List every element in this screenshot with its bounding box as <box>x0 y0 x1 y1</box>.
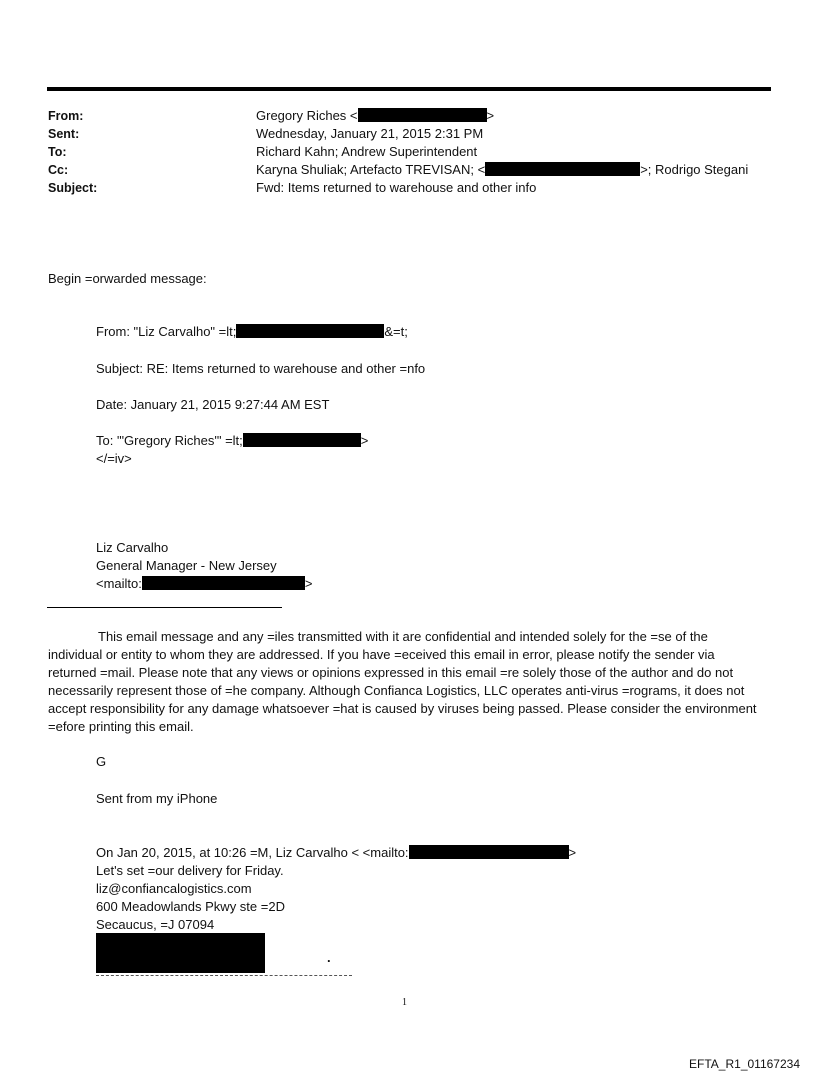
g-line: G <box>96 754 107 769</box>
from-label: From: <box>48 109 84 123</box>
address-line-1: 600 Meadowlands Pkwy ste =2D <box>96 899 285 914</box>
sig-mailto-tail: > <box>304 576 313 591</box>
subject-value: Fwd: Items returned to warehouse and other info <box>256 180 537 195</box>
redaction-bar <box>358 108 487 122</box>
cc-names: Karyna Shuliak; Artefacto TREVISAN; < <box>256 162 486 177</box>
from-value <box>256 108 494 123</box>
fwd-date: Date: January 21, 2015 9:27:44 AM EST <box>96 397 330 412</box>
lets-set-line: Let's set =our delivery for Friday. <box>96 863 284 878</box>
begin-forwarded: Begin =orwarded message: <box>48 271 207 286</box>
subject-label: Subject: <box>48 181 98 195</box>
on-date-text: On Jan 20, 2015, at 10:26 =M, Liz Carvalho < <mailto: <box>96 845 409 860</box>
div-close: </=iv> <box>96 451 132 466</box>
trailing-dot: . <box>327 950 331 965</box>
on-date-tail: > <box>568 845 577 860</box>
bates-number: EFTA_R1_01167234 <box>689 1057 800 1071</box>
fwd-to <box>96 433 368 448</box>
email-address: liz@confiancalogistics.com <box>96 881 252 896</box>
from-tail: > <box>486 108 495 123</box>
cc-label: Cc: <box>48 163 69 177</box>
redaction-bar <box>236 324 384 338</box>
signature-title: General Manager - New Jersey <box>96 558 277 573</box>
on-date-line <box>96 845 576 860</box>
sent-from-iphone: Sent from my iPhone <box>96 791 218 806</box>
redaction-bar <box>409 845 569 859</box>
dashed-rule <box>96 975 352 976</box>
to-value: Richard Kahn; Andrew Superintendent <box>256 144 478 159</box>
signature-mailto <box>96 576 312 591</box>
fwd-to-tail: > <box>360 433 369 448</box>
from-name: Gregory Riches < <box>256 108 358 123</box>
signature-rule <box>47 607 282 608</box>
to-label: To: <box>48 145 67 159</box>
address-line-2: Secaucus, =J 07094 <box>96 917 215 932</box>
redaction-bar <box>243 433 361 447</box>
fwd-from <box>96 324 408 339</box>
cc-value <box>256 162 748 177</box>
disclaimer-paragraph: This email message and any =iles transmitted with it are confidential and intended solely for the =se of the individual or entity to whom they are addressed. If you have =eceived this email in error, please notify the sender via returned =mail. Please note that any views or opinions expressed in this email =re solely those of the author and do not necessarily represent those of =he company. Although Confianca Logistics, LLC operates anti-virus =rograms, it does not accept responsibility for any damage whatsoever =hat is caused by viruses being passed. Please consider the environment =efore printing this email. <box>48 629 757 734</box>
sent-value: Wednesday, January 21, 2015 2:31 PM <box>256 126 484 141</box>
page-number: 1 <box>402 997 407 1008</box>
fwd-subject: Subject: RE: Items returned to warehouse and other =nfo <box>96 361 426 376</box>
fwd-from-tail: &=t; <box>384 324 408 339</box>
cc-tail: >; Rodrigo Stegani <box>640 162 749 177</box>
signature-name: Liz Carvalho <box>96 540 169 555</box>
fwd-to-text: To: "'Gregory Riches'" =lt; <box>96 433 243 448</box>
header-rule <box>47 87 771 91</box>
redaction-block <box>96 933 265 973</box>
sent-label: Sent: <box>48 127 80 141</box>
redaction-bar <box>485 162 640 176</box>
fwd-from-text: From: "Liz Carvalho" =lt; <box>96 324 237 339</box>
redaction-bar <box>142 576 305 590</box>
sig-mailto-text: <mailto: <box>96 576 142 591</box>
